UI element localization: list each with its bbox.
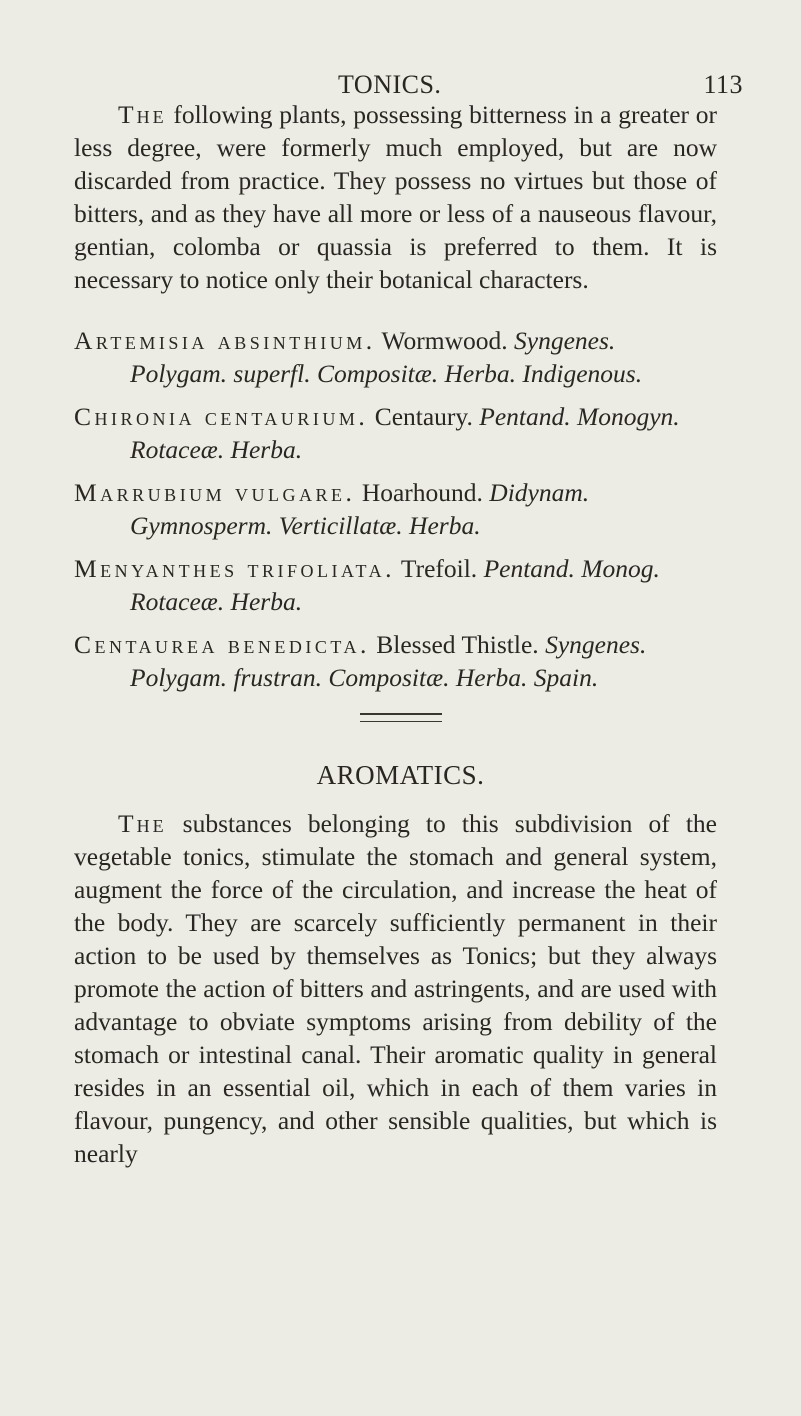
plant-common-name: Trefoil. — [394, 553, 484, 583]
plant-classification: Didynam. Gymnosperm. Verticillatæ. Herba. — [130, 477, 590, 540]
plant-classification: Pentand. Monog. Rotaceæ. Herba. — [130, 553, 660, 616]
plant-latin-name: Chironia centaurium. — [74, 401, 369, 431]
plant-common-name: Blessed Thistle. — [369, 629, 546, 659]
running-head — [74, 0, 743, 99]
plant-classification: Syngenes. Polygam. frustran. Compositæ. Herba. Spain. — [130, 629, 647, 692]
plant-latin-name: Marrubium vulgare. — [74, 477, 356, 507]
section-title: AROMATICS. — [316, 760, 485, 790]
plant-latin-name: Centaurea benedicta. — [74, 629, 370, 659]
section-lead-word: The — [118, 809, 167, 838]
plant-entry — [74, 552, 717, 618]
intro-paragraph — [74, 98, 717, 296]
running-title: TONICS. — [338, 70, 442, 99]
intro-lead-word: The — [118, 100, 167, 129]
plant-classification: Pentand. Monogyn. Rotaceæ. Herba. — [130, 401, 680, 464]
plant-entry — [74, 324, 717, 390]
plant-classification: Syngenes. Polygam. superfl. Compositæ. Herba. Indigenous. — [130, 325, 643, 388]
page-number: 113 — [703, 70, 743, 99]
plant-common-name: Wormwood. — [375, 325, 515, 355]
section-text: substances belonging to this subdivision of the vegetable tonics, stimulate the stomach and general system, augment the force of the circulation, and increase the heat of the body. They are scarcely sufficiently permanent in their action to be used by themselves as Tonics; but they always promote the action of bitters and astringents, and are used with advantage to obviate symptoms arising from debility of the stomach or intestinal canal. Their aromatic quality in general resides in an essential oil, which in each of them varies in flavour, pungency, and other sensible qualities, but which is nearly — [74, 809, 717, 1168]
plant-common-name: Hoarhound. — [355, 477, 490, 507]
plant-latin-name: Artemisia absinthium. — [74, 325, 376, 355]
section-divider — [360, 713, 442, 722]
plant-common-name: Centaury. — [368, 401, 480, 431]
plant-entry — [74, 476, 717, 542]
section-paragraph — [74, 807, 717, 1170]
plant-entry — [74, 400, 717, 466]
plant-latin-name: Menyanthes trifoliata. — [74, 553, 395, 583]
plant-entry — [74, 628, 717, 694]
intro-text: following plants, possessing bitterness in a greater or less degree, were formerly much employed, but are now discarded from practice. They possess no virtues but those of bitters, and as they have all more or less of a nauseous flavour, gentian, colomba or quassia is preferred to them. It is necessary to notice only their botanical characters. — [74, 100, 717, 294]
